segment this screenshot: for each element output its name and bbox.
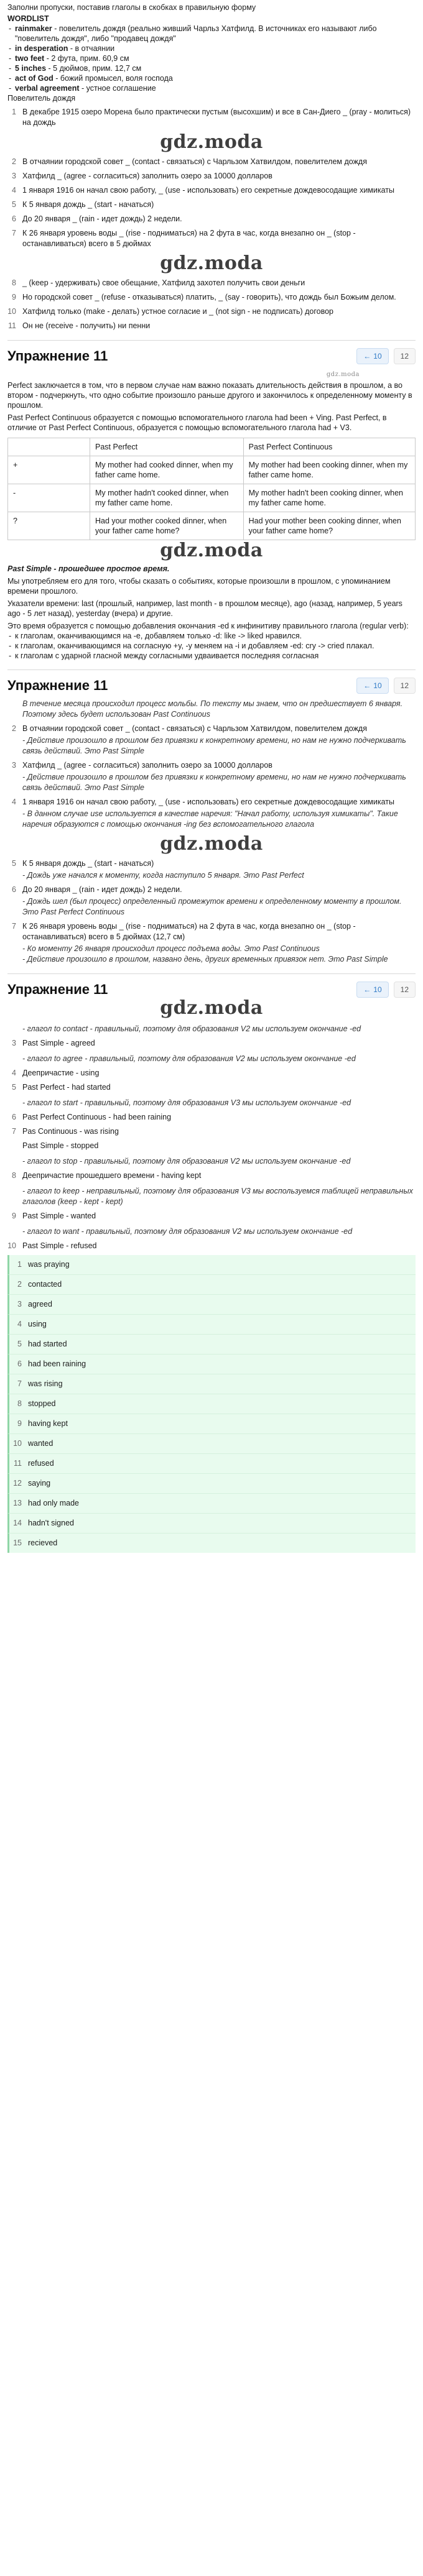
watermark: gdz.moda: [160, 833, 263, 855]
analysis-item: - глагол to stop - правильный, поэтому для образования V2 мы используем окончание -ed: [22, 1157, 351, 1166]
answer-item: 5 had started: [7, 1334, 416, 1354]
exercise-item: 9 Но городской совет _ (refuse - отказываться) платить, _ (say - говорить), что дождь был Божьим делом.: [12, 293, 396, 301]
answer-item: 8 stopped: [7, 1394, 416, 1414]
analysis-item: - глагол to keep - неправильный, поэтому для образования V3 мы воспользуемся таблицей неправильных глаголов (keep - kept - kept): [22, 1187, 413, 1206]
exercise-item: 1 В декабре 1915 озеро Морена было практически пустым (высохшим) и все в Сан-Диего _ (pray - молиться) на дождь: [12, 108, 411, 127]
answer-item: 10 wanted: [7, 1433, 416, 1453]
answer-item: 12 saying: [7, 1473, 416, 1493]
answer-item: 11 refused: [7, 1453, 416, 1473]
next-exercise-button[interactable]: 12: [394, 348, 416, 364]
analysis-item: - глагол to start - правильный, поэтому для образования V3 мы используем окончание -ed: [22, 1098, 351, 1107]
exercise-item: 3 Хатфилд _ (agree - согласиться) заполнить озеро за 10000 долларов: [12, 172, 272, 180]
answer-item: 3 agreed: [7, 1294, 416, 1314]
section-header: [7, 340, 416, 364]
subtitle: Повелитель дождя: [7, 94, 76, 103]
pager: [356, 348, 416, 364]
wordlist: [7, 24, 416, 93]
exercise-list: [7, 107, 416, 331]
theory-paragraph: Мы употребляем его для того, чтобы сказать о событиях, которые произошли в прошлом, с упоминанием времени прошлого.: [7, 577, 391, 596]
analysis-item: 7 Pas Continuous - was rising: [12, 1127, 119, 1136]
exercise-item: 2 В отчаянии городской совет _ (contact - связаться) с Чарльзом Хатвилдом, повелителем дождя: [12, 157, 367, 166]
answer-item: 1 was praying: [7, 1255, 416, 1274]
task-text: Заполни пропуски, поставив глаголы в скобках в правильную форму: [7, 3, 256, 12]
section-header: [7, 973, 416, 998]
wordlist-item: - two feet - 2 фута, прим. 60,9 см: [7, 53, 416, 63]
rule-item: - к глаголам, оканчивающимся на -e, добавляем только -d: like -> liked нравился.: [7, 631, 416, 641]
analysis-item: В течение месяца происходил процесс мольбы. По тексту мы знаем, что он предшествует 6 января. Поэтому здесь будет использован Past Continuous: [22, 699, 403, 719]
theory-paragraph: Past Perfect Continuous образуется с помощью вспомогательного глагола had been + Ving. Past Perfect, в отличие от Past Perfect Continuous, образуется с помощью вспомогательного глагола had + V3.: [7, 413, 387, 432]
rule-item: - к глаголам с ударной гласной между согласными удваивается последняя согласная: [7, 651, 416, 661]
section-title: Упражнение 11: [7, 678, 108, 693]
rule-item: - к глаголам, оканчивающимся на согласную +y, -y меняем на -i и добавляем -ed: cry -> cried плакал.: [7, 641, 416, 651]
section-title: Упражнение 11: [7, 982, 108, 997]
table-header-row: Past Perfect Past Perfect Continuous: [8, 438, 416, 456]
watermark: gdz.moda: [160, 540, 263, 561]
answer-item: 4 using: [7, 1314, 416, 1334]
watermark: gdz.moda: [160, 997, 263, 1019]
prev-exercise-button[interactable]: ← 10: [356, 678, 388, 694]
answer-item: 9 having kept: [7, 1414, 416, 1433]
analysis-item: 3 Хатфилд _ (agree - согласиться) заполнить озеро за 10000 долларов - Действие произошло в прошлом без привязки к конкретному времени, но нам не нужно подчеркивать связь действий. Это Past Simple: [12, 761, 406, 792]
wordlist-item: - in desperation - в отчаянии: [7, 44, 416, 53]
analysis-list-2: [7, 1023, 416, 1251]
arrow-left-icon: ←: [363, 681, 371, 690]
theory-block: [7, 380, 416, 661]
arrow-left-icon: ←: [363, 985, 371, 994]
prev-exercise-button[interactable]: ← 10: [356, 982, 388, 998]
analysis-item: 2 В отчаянии городской совет _ (contact - связаться) с Чарльзом Хатвилдом, повелителем дождя - Действие произошло в прошлом без привязки к конкретному времени, но нам не нужно подчеркивать связь действий. Это Past Simple: [12, 724, 406, 755]
exercise-item: 4 1 января 1916 он начал свою работу, _ (use - использовать) его секретные дождевосодащие химикаты: [12, 186, 395, 195]
analysis-item: 10 Past Simple - refused: [7, 1241, 97, 1250]
rules-list: [7, 631, 416, 661]
analysis-item: 5 К 5 января дождь _ (start - начаться) - Дождь уже начался к моменту, когда наступило 5 января. Это Past Perfect: [12, 859, 304, 880]
answer-item: 13 had only made: [7, 1493, 416, 1513]
analysis-item: 6 Past Perfect Continuous - had been raining: [12, 1113, 172, 1121]
answer-item: 7 was rising: [7, 1374, 416, 1394]
theory-paragraph: Это время образуется с помощью добавления окончания -ed к инфинитиву правильного глагола (regular verb):: [7, 622, 409, 630]
analysis-item: - глагол to contact - правильный, поэтому для образования V2 мы используем окончание -ed: [22, 1024, 361, 1033]
analysis-item: Past Simple - stopped: [22, 1141, 99, 1150]
watermark: gdz.moda: [160, 252, 263, 274]
exercise-item: 11 Он не (receive - получить) ни пенни: [8, 321, 151, 330]
prev-exercise-button[interactable]: ← 10: [356, 348, 388, 364]
wordlist-item: - verbal agreement - устное соглашение: [7, 83, 416, 93]
analysis-item: 5 Past Perfect - had started: [12, 1083, 111, 1092]
pager: [356, 678, 416, 694]
analysis-item: 6 До 20 января _ (rain - идет дождь) 2 недели. - Дождь шел (был процесс) определенный промежуток времени к определенному моменту в прошлом. Это Past Perfect Continuous: [12, 885, 402, 916]
analysis-item: - глагол to want - правильный, поэтому для образования V2 мы используем окончание -ed: [22, 1227, 353, 1236]
table-row: ? Had your mother cooked dinner, when your father came home? Had your mother been cooking dinner, when your father came home?: [8, 512, 416, 540]
analysis-item: - глагол to agree - правильный, поэтому для образования V2 мы используем окончание -ed: [22, 1054, 356, 1063]
next-exercise-button[interactable]: 12: [394, 982, 416, 998]
analysis-item: 3 Past Simple - agreed: [12, 1039, 95, 1047]
exercise-item: 10 Хатфилд только (make - делать) устное согласие и _ (not sign - не подписать) договор: [7, 307, 334, 316]
section-header: [7, 669, 416, 694]
section-title: Упражнение 11: [7, 348, 108, 364]
arrow-left-icon: ←: [363, 352, 371, 361]
answer-item: 15 recieved: [7, 1533, 416, 1553]
wordlist-item: - rainmaker - повелитель дождя (реально живший Чарльз Хатфилд. В источниках его называют либо "повелитель дождя", либо "продавец дождя": [7, 24, 416, 44]
analysis-item: 9 Past Simple - wanted: [12, 1212, 96, 1220]
theory-paragraph: Past Simple - прошедшее простое время.: [7, 564, 170, 573]
table-row: - My mother hadn't cooked dinner, when my father came home. My mother hadn't been cooking dinner, when my father came home.: [8, 484, 416, 512]
next-exercise-button[interactable]: 12: [394, 678, 416, 694]
analysis-item: 7 К 26 января уровень воды _ (rise - подниматься) на 2 фута в час, когда внезапно он _ (stop - останавливаться) всего в 5 дюймах (12,7 см) - Ко моменту 26 января происходил процесс подъема воды. Это Past Continuous - Действие произошло в прошлом, названо день, других временных привязок нет. Это Past Simple: [12, 922, 388, 964]
analysis-item: 4 1 января 1916 он начал свою работу, _ (use - использовать) его секретные дождевосодащие химикаты - В данном случае use используется в качестве наречия: "Начал работу, используя химикаты". Такие наречия образуются с помощью окончания -ing без вспомогательного глагола: [12, 798, 398, 829]
tenses-table: [7, 438, 416, 540]
analysis-list: [7, 697, 416, 965]
watermark: gdz.moda: [326, 371, 360, 378]
answer-item: 6 had been raining: [7, 1354, 416, 1374]
answers-list: [7, 1255, 416, 1553]
analysis-item: 8 Деепричастие прошедшего времени - having kept: [12, 1171, 202, 1180]
wordlist-item: - act of God - божий промысел, воля господа: [7, 73, 416, 83]
answer-item: 2 contacted: [7, 1274, 416, 1294]
wordlist-item: - 5 inches - 5 дюймов, прим. 12,7 см: [7, 63, 416, 73]
answer-item: 14 hadn't signed: [7, 1513, 416, 1533]
theory-paragraph: Указатели времени: last (прошлый, например, last month - в прошлом месяце), ago (назад, например, 5 years ago - 5 лет назад), yesterday (вчера) и другие.: [7, 599, 402, 618]
pager: [356, 982, 416, 998]
exercise-item: 7 К 26 января уровень воды _ (rise - подниматься) на 2 фута в час, когда внезапно он _ (stop - останавливаться) всего в 5 дюймах: [12, 229, 356, 248]
watermark: gdz.moda: [160, 131, 263, 153]
wordlist-title: WORDLIST: [7, 14, 49, 23]
intro-block: [7, 0, 416, 103]
exercise-item: 8 _ (keep - удерживать) свое обещание, Хатфилд захотел получить свои деньги: [12, 278, 305, 287]
exercise-item: 5 К 5 января дождь _ (start - начаться): [12, 200, 154, 209]
analysis-item: 4 Деепричастие - using: [12, 1069, 100, 1077]
theory-paragraph: Perfect заключается в том, что в первом случае нам важно показать длительность действия в прошлом, а во втором - подчеркнуть, что одно событие произошло раньше другого и закончилось к определенному моменту в прошлом.: [7, 381, 412, 410]
table-row: + My mother had cooked dinner, when my father came home. My mother had been cooking dinner, when my father came home.: [8, 456, 416, 484]
exercise-item: 6 До 20 января _ (rain - идет дождь) 2 недели.: [12, 214, 182, 223]
